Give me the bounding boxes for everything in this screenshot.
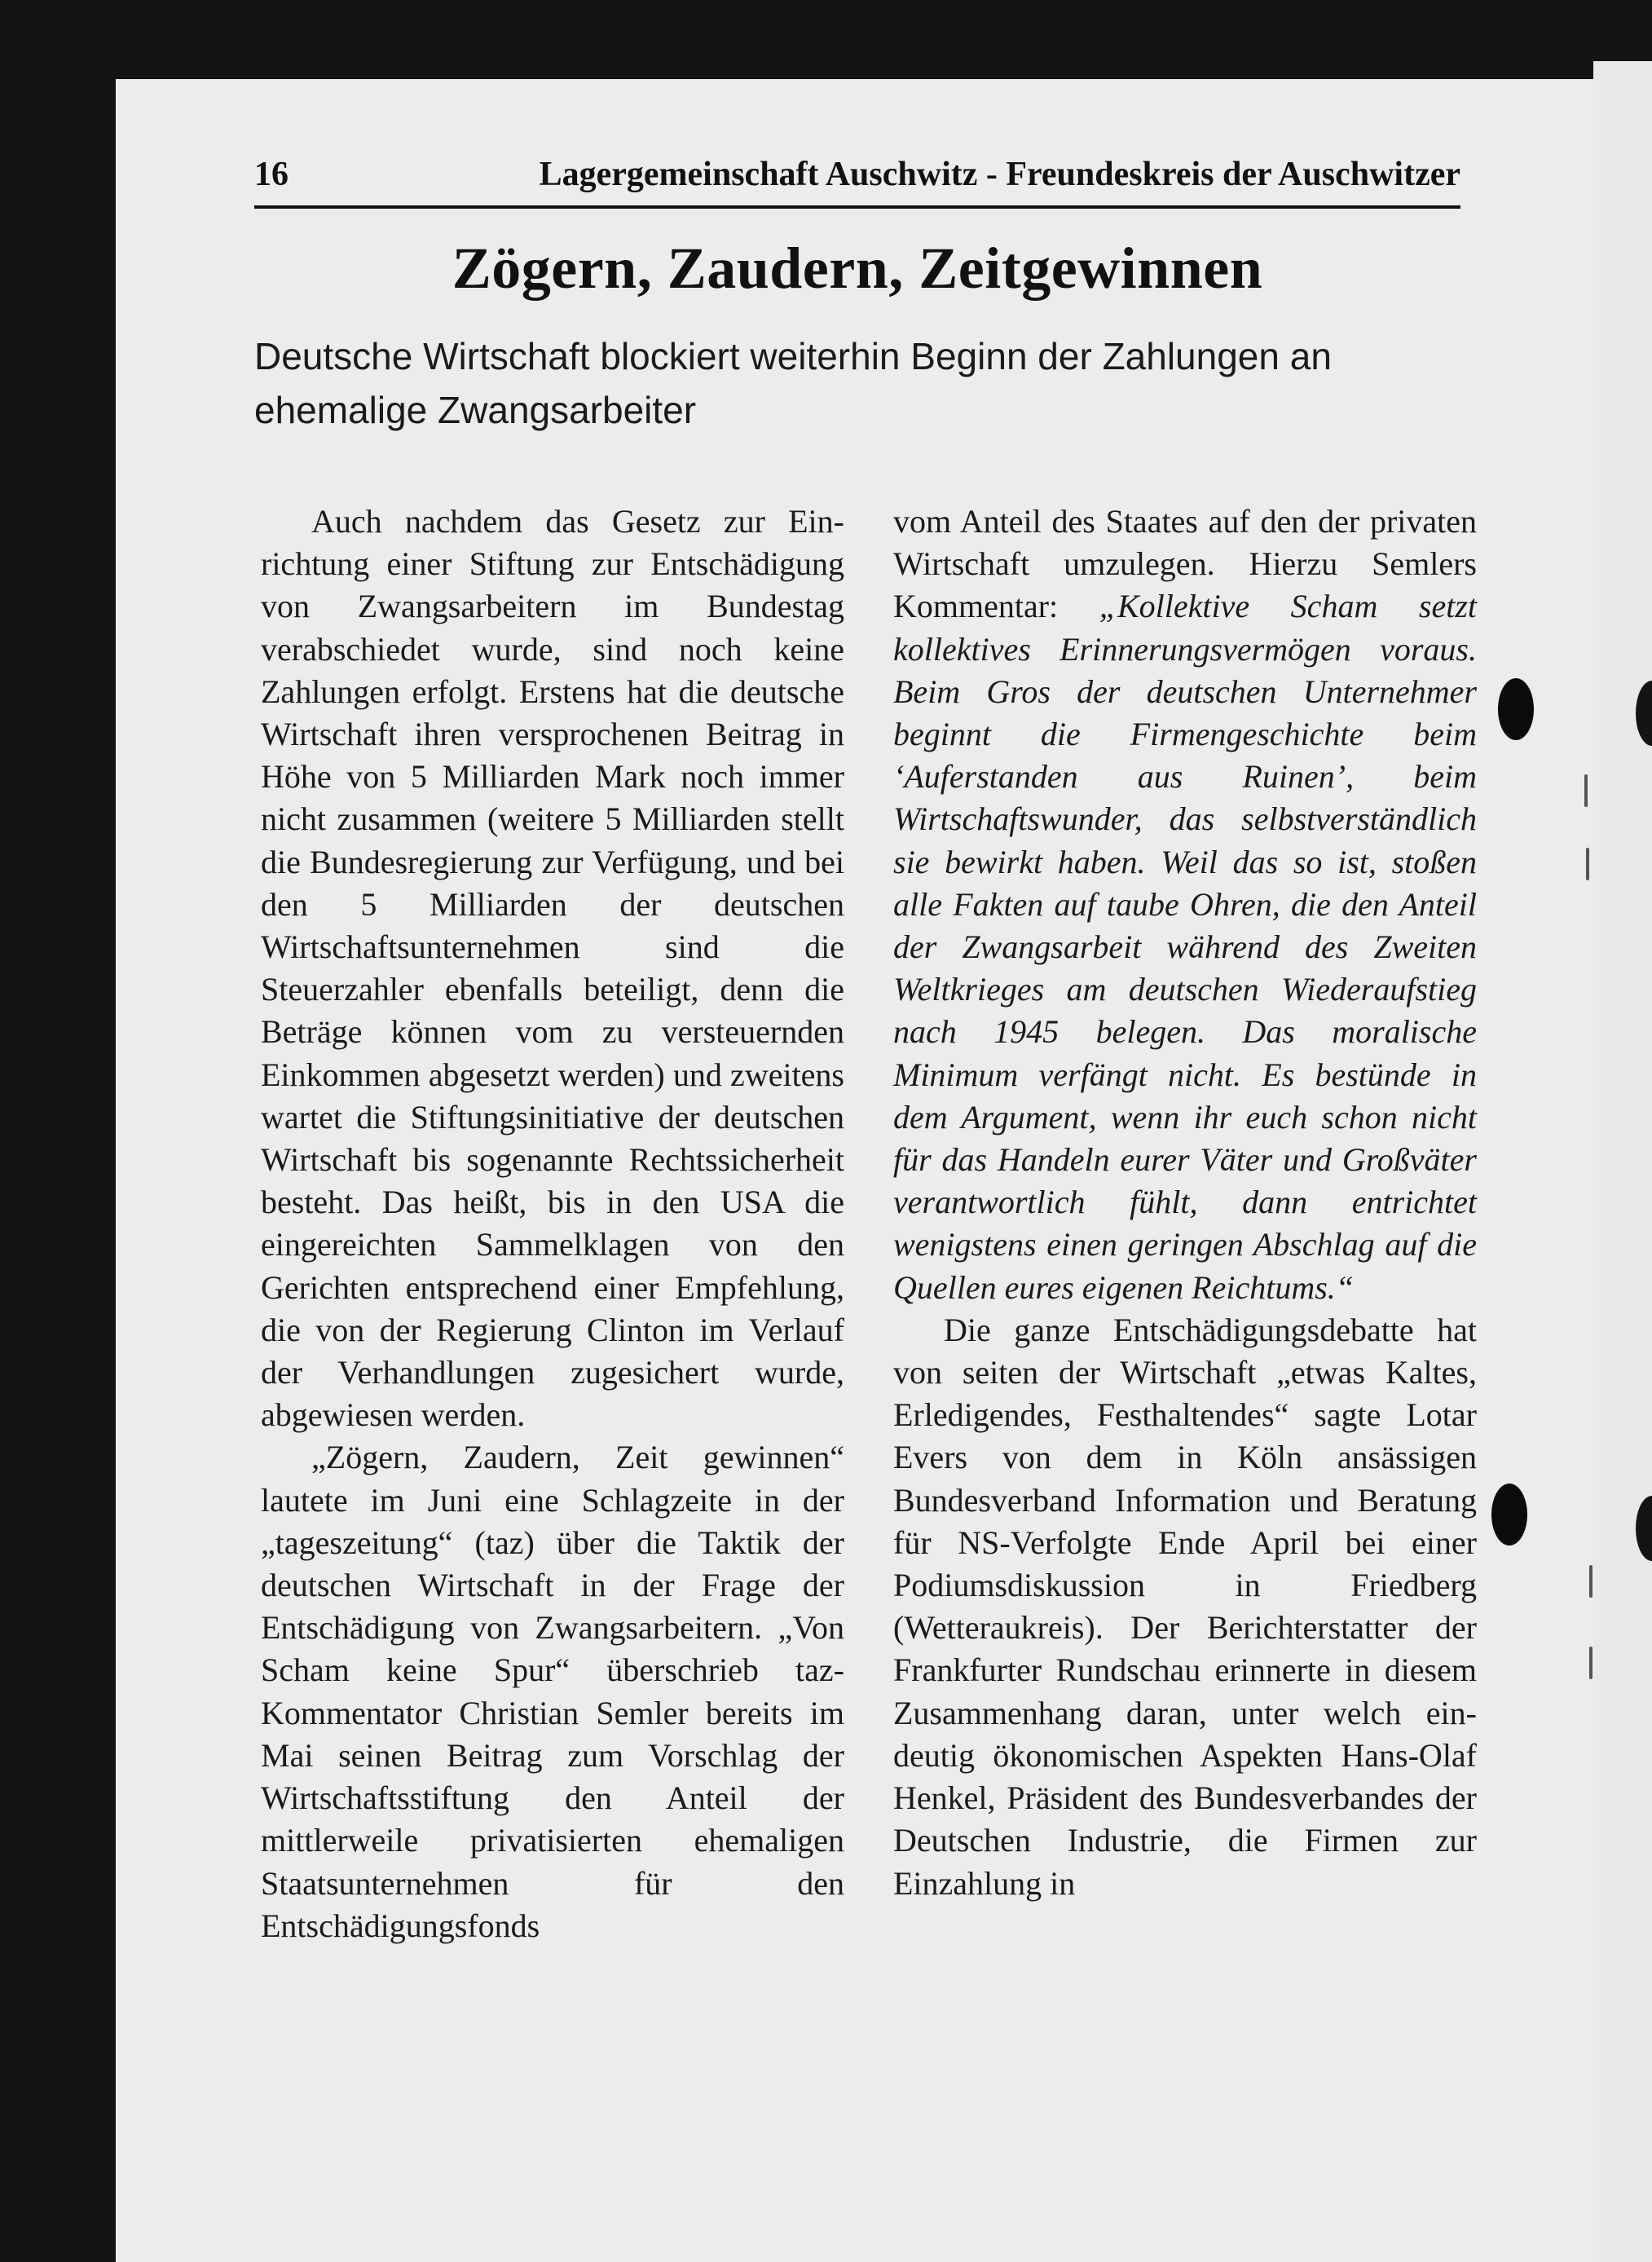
paragraph bbox=[893, 500, 1477, 1309]
punch-hole bbox=[1498, 678, 1534, 740]
binder-mark bbox=[1589, 1565, 1593, 1598]
paragraph: Auch nachdem das Gesetz zur Einrichtung einer Stiftung zur Entschädigung von Zwangsarbeitern im Bundestag verabschiedet wurde, sind noch keine Zahlungen erfolgt. Erstens hat die deutsche Wirtschaft ihren versprochenen Beitrag in Höhe von 5 Milliarden Mark noch immer nicht zusammen (weitere 5 Milliarden stellt die Bundesregierung zur Verfügung, und bei den 5 Milliarden der deutschen Wirtschaftsunternehmen sind die Steuerzahler ebenfalls beteiligt, denn die Beträge können vom zu versteuernden Einkommen abgesetzt werden) und zweitens wartet die Stiftungsinitiative der deutschen Wirtschaft bis sogenannte Rechtssicherheit besteht. Das heißt, bis in den USA die eingereichten Sammelklagen von den Gerichten entsprechend einer Empfehlung, die von der Regierung Clinton im Verlauf der Verhandlungen zugesichert wurde, abgewiesen werden. bbox=[261, 503, 844, 1434]
paragraph-text: vom Anteil des Staates auf den der privaten Wirtschaft umzulegen. Hierzu Semlers Kommentar: bbox=[893, 503, 1477, 625]
page-number: 16 bbox=[254, 156, 289, 193]
left-column bbox=[261, 500, 844, 1947]
paragraph: Die ganze Entschädigungsdebatte hat von seiten der Wirtschaft „etwas Kaltes, Erledigendes, Festhaltendes“ sagte Lotar Evers von dem in Köln ansässigen Bundesverband Information und Beratung für NS-Verfolgte Ende April bei einer Podiumsdiskussion in Friedberg (Wetteraukreis). Der Berichterstatter der Frankfurter Rundschau erinnerte in diesem Zusammenhang daran, unter welch eindeutig ökonomischen Aspekten Hans-Olaf Henkel, Präsident des Bundesverbandes der Deutschen Industrie, die Firmen zur Einzahlung in bbox=[893, 1311, 1477, 1902]
binder-mark bbox=[1586, 848, 1589, 880]
sheet-hole bbox=[1636, 1496, 1652, 1561]
running-title: Lagergemeinschaft Auschwitz - Freundeskreis der Auschwitzer bbox=[539, 156, 1460, 193]
punch-hole bbox=[1491, 1484, 1527, 1545]
binder-mark bbox=[1589, 1647, 1593, 1679]
sheet-hole bbox=[1636, 681, 1652, 746]
binder-mark bbox=[1584, 774, 1588, 807]
paragraph: „Zögern, Zaudern, Zeit gewinnen“ lautete im Juni eine Schlagzeite in der „tageszeitung“ (taz) über die Taktik der deutschen Wirtschaft in der Frage der Entschädigung von Zwangsarbeitern. „Von Scham keine Spur“ überschrieb taz-Kommentator Christian Semler bereits im Mai seinen Beitrag zum Vorschlag der Wirtschaftsstiftung den Anteil der mittlerweile privatisierten ehemaligen Staatsunternehmen für den Entschädigungsfonds bbox=[261, 1439, 844, 1944]
right-column bbox=[893, 500, 1477, 1905]
page-header bbox=[254, 152, 1460, 209]
article-subheadline: Deutsche Wirtschaft blockiert weiterhin Beginn der Zahlungen an ehemalige Zwangsarbeiter bbox=[254, 335, 1332, 431]
adjacent-sheet bbox=[1593, 61, 1652, 2262]
article-headline: Zögern, Zaudern, Zeitgewinnen bbox=[452, 236, 1263, 301]
quoted-commentary: „Kollektive Scham setzt kollektives Erinnerungsvermögen voraus. Beim Gros der deutschen Unternehmer beginnt die Firmengeschichte beim ‘Auferstanden aus Ruinen’, beim Wirtschaftswunder, das selbstverständlich sie bewirkt haben. Weil das so ist, stoßen alle Fakten auf taube Ohren, die den Anteil der Zwangsarbeit während des Zweiten Weltkrieges am deutschen Wiederaufstieg nach 1945 belegen. Das moralische Minimum verfängt nicht. Es bestünde in dem Argument, wenn ihr euch schon nicht für das Handeln eurer Väter und Großväter verantwortlich fühlt, dann entrichtet wenigstens einen geringen Abschlag auf die Quellen eures eigenen Reichtums.“ bbox=[893, 588, 1477, 1306]
